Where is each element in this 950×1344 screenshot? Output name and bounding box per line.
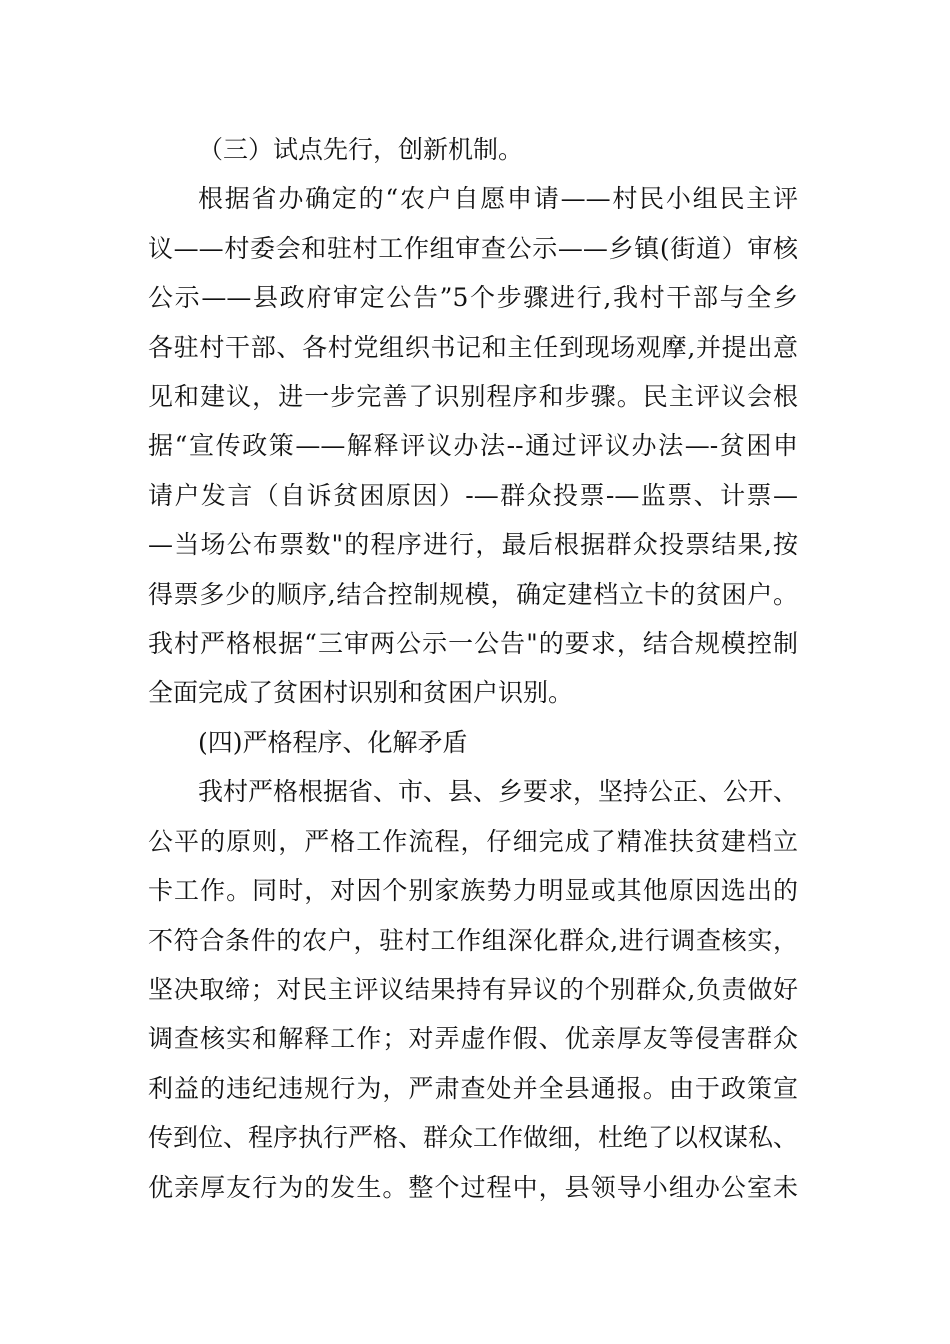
section-heading-three: （三）试点先行，创新机制。 [198,135,524,164]
paragraph-line: 见和建议，进一步完善了识别程序和步骤。民主评议会根 [148,382,798,411]
paragraph-line: 传到位、程序执行严格、群众工作做细，杜绝了以权谋私、 [148,1123,798,1152]
section-heading-four: (四)严格程序、化解矛盾 [198,728,468,757]
paragraph-line: 我村严格根据省、市、县、乡要求，坚持公正、公开、 [198,777,798,806]
paragraph-line: 坚决取缔；对民主评议结果持有异议的个别群众,负责做好 [148,975,798,1004]
paragraph-line: 据“宣传政策——解释评议办法--通过评议办法—-贫困申 [148,431,798,460]
paragraph-line: 调查核实和解释工作；对弄虚作假、优亲厚友等侵害群众 [148,1024,798,1053]
paragraph-line: 各驻村干部、各村党组织书记和主任到现场观摩,并提出意 [148,333,798,362]
paragraph-line: 公平的原则，严格工作流程，仔细完成了精准扶贫建档立 [148,827,798,856]
paragraph-line: 公示——县政府审定公告”5个步骤进行,我村干部与全乡 [148,283,798,312]
paragraph-line: 不符合条件的农户，驻村工作组深化群众,进行调查核实， [148,926,798,955]
paragraph-line: 全面完成了贫困村识别和贫困户识别。 [148,678,574,707]
paragraph-line: 得票多少的顺序,结合控制规模，确定建档立卡的贫困户。 [148,580,798,609]
paragraph-line: 请户发言（自诉贫困原因）-—群众投票-—监票、计票— [148,481,798,510]
paragraph-line: 利益的违纪违规行为，严肃查处并全县通报。由于政策宣 [148,1074,798,1103]
paragraph-line: 卡工作。同时，对因个别家族势力明显或其他原因选出的 [148,876,798,905]
paragraph-line: 我村严格根据“三审两公示一公告"的要求，结合规模控制 [148,629,798,658]
paragraph-line: —当场公布票数"的程序进行，最后根据群众投票结果,按 [148,530,798,559]
paragraph-line: 议——村委会和驻村工作组审查公示——乡镇(街道）审核 [148,234,798,263]
paragraph-line: 根据省办确定的“农户自愿申请——村民小组民主评 [198,184,798,213]
paragraph-line: 优亲厚友行为的发生。整个过程中，县领导小组办公室未 [148,1173,798,1202]
